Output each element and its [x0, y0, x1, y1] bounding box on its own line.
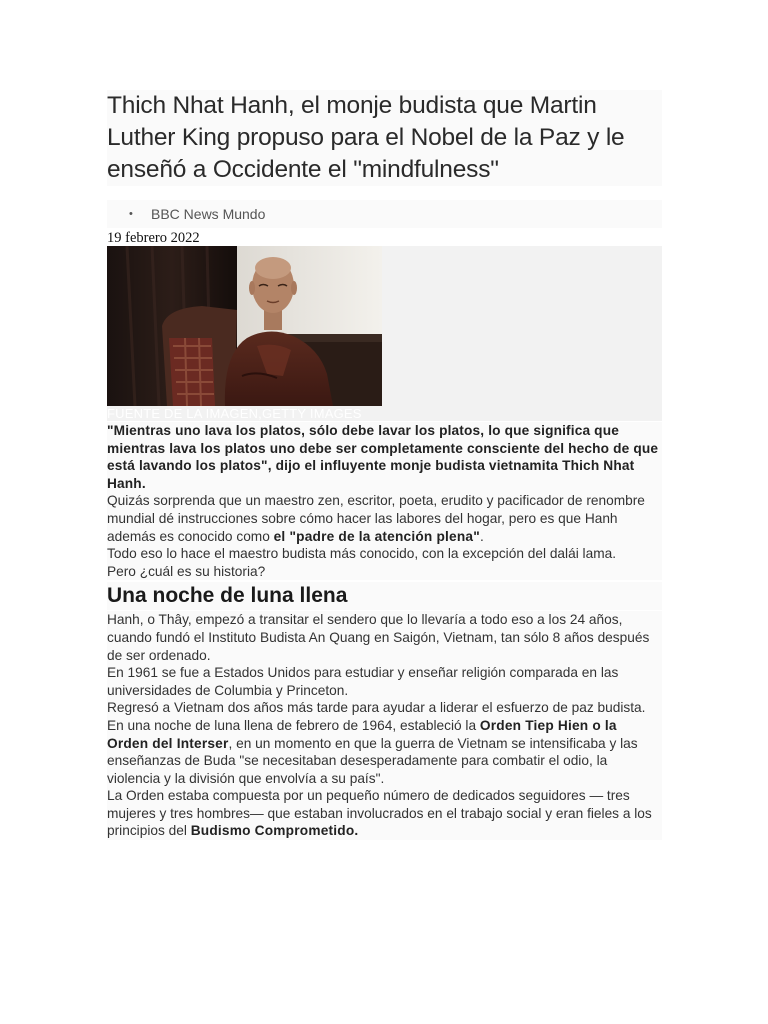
article-date: 19 febrero 2022	[107, 230, 200, 246]
monk-photo	[107, 246, 382, 406]
paragraph-text: Quizás sorprenda que un maestro zen, escritor, poeta, erudito y pacificador de renombre mundial dé instrucciones sobre cómo hacer las labores del hogar, pero es que Hanh además es conocido como	[107, 493, 645, 544]
paragraph: Hanh, o Thây, empezó a transitar el sendero que lo llevaría a todo eso a los 24 años, cuando fundó el Instituto Budista An Quang en Saigón, Vietnam, tan sólo 8 años después de ser ordenado.	[107, 611, 662, 664]
article-figure	[107, 246, 662, 421]
paragraph-text: En una noche de luna llena de febrero de 1964, estableció la	[107, 717, 480, 733]
paragraph-text: .	[479, 528, 484, 544]
article	[107, 90, 662, 840]
paragraph: En 1961 se fue a Estados Unidos para estudiar y enseñar religión comparada en las universidades de Columbia y Princeton.	[107, 664, 662, 699]
paragraph: Pero ¿cuál es su historia?	[107, 563, 662, 581]
paragraph	[107, 717, 662, 787]
bold-phrase: Budismo Comprometido.	[190, 823, 359, 839]
paragraph	[107, 787, 662, 840]
bold-phrase: el "padre de la atención plena"	[273, 528, 480, 544]
paragraph	[107, 492, 662, 545]
bold-phrase: Orden Tiep Hien o la Orden del Interser	[107, 717, 617, 751]
image-caption: FUENTE DE LA IMAGEN,GETTY IMAGES	[107, 406, 362, 421]
source-item: • BBC News Mundo	[129, 200, 662, 228]
paragraph: Regresó a Vietnam dos años más tarde para ayudar a liderar el esfuerzo de paz budista.	[107, 699, 662, 717]
lead-quote: "Mientras uno lava los platos, sólo debe lavar los platos, lo que significa que mientras lava los platos uno debe ser completamente consciente del hecho de que está lavando los platos", dijo el influyente monje budista vietnamita Thich Nhat Hanh.	[107, 422, 662, 492]
paragraph: Todo eso lo hace el maestro budista más conocido, con la excepción del dalái lama.	[107, 545, 662, 563]
source-list	[107, 200, 662, 228]
article-title: Thich Nhat Hanh, el monje budista que Martin Luther King propuso para el Nobel de la Paz y le enseñó a Occidente el "mindfulness"	[107, 90, 662, 186]
section-heading: Una noche de luna llena	[107, 582, 662, 610]
paragraph-text: , en un momento en que la guerra de Vietnam se intensificaba y las enseñanzas de Buda "se necesitaban desesperadamente para combatir el odio, la violencia y la división que envolvía a su país".	[107, 735, 638, 786]
paragraph-text: La Orden estaba compuesta por un pequeño número de dedicados seguidores — tres mujeres y tres hombres— que estaban involucrados en el trabajo social y eran fieles a los principios del	[107, 788, 652, 839]
